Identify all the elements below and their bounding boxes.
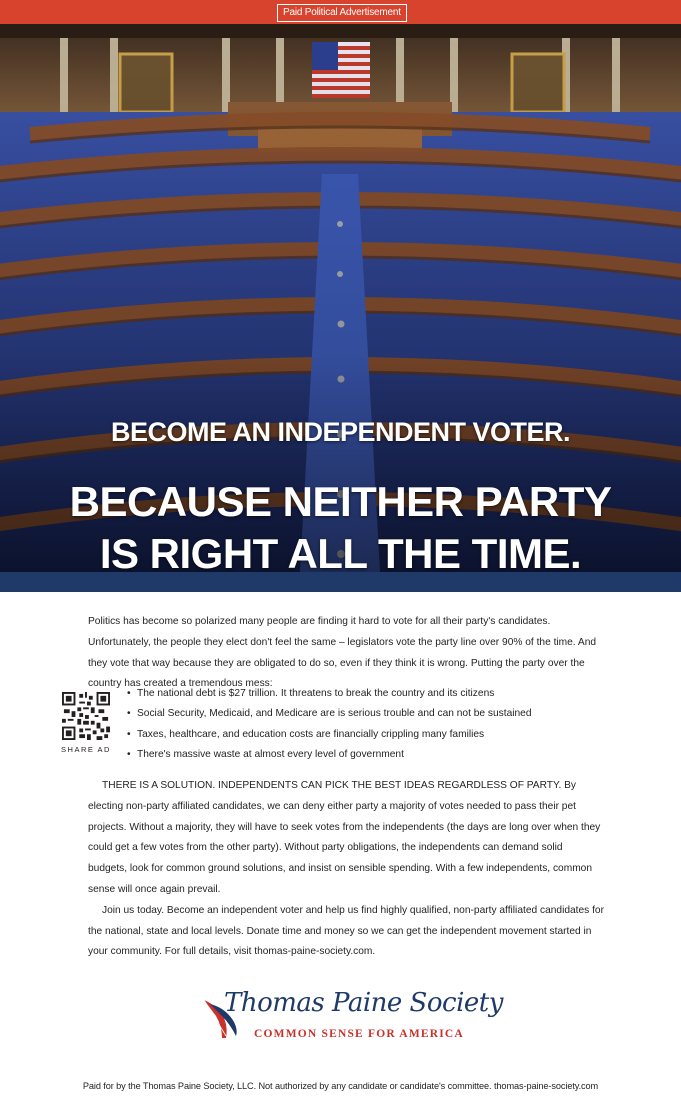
headline-neither-party-line1: BECAUSE NEITHER PARTY	[69, 478, 612, 525]
logo-society-name: Thomas Paine Society	[224, 988, 503, 1018]
hero-image-house-chamber	[0, 24, 681, 572]
headline-neither-party	[0, 476, 681, 572]
solution-section	[88, 776, 604, 963]
bullet-taxes-healthcare: • Taxes, healthcare, and education costs are financially crippling many families	[127, 725, 607, 745]
bullet-social-security: • Social Security, Medicaid, and Medicare are is serious trouble and can not be sustained	[127, 704, 607, 724]
join-paragraph: Join us today. Become an independent voter and help us find highly qualified, non-party affiliated candidates for the national, state and local levels. Donate time and money so we can get the independent movement started in your community. For full details, visit thomas-paine-society.com.	[88, 904, 604, 958]
bullet-national-debt: • The national debt is $27 trillion. It threatens to break the country and its citizens	[127, 684, 607, 704]
bullet-massive-waste: • There's massive waste at almost every level of government	[127, 745, 607, 765]
problem-bullet-list	[127, 684, 607, 766]
headline-become-independent: BECOME AN INDEPENDENT VOTER.	[110, 417, 571, 447]
navy-divider-band	[0, 572, 681, 592]
paid-political-ad-badge: Paid Political Advertisement	[277, 4, 407, 22]
logo-tagline: COMMON SENSE FOR AMERICA	[254, 1028, 464, 1040]
thomas-paine-society-logo	[200, 988, 503, 1048]
headline-neither-party-line2: IS RIGHT ALL THE TIME.	[99, 530, 582, 572]
qr-code-icon[interactable]	[62, 692, 110, 740]
top-banner	[0, 0, 681, 24]
intro-paragraph: Politics has become so polarized many people are finding it hard to vote for all their party's candidates. Unfortunately, the people they elect don't feel the same – legislators vote the party line over 90% of the time. And they vote that way because they are obligated to do so, even if they think it is wrong. Putting the party over the country has created a tremendous mess:	[88, 616, 597, 690]
share-ad-label: SHARE AD	[61, 745, 111, 754]
solution-paragraph: THERE IS A SOLUTION. INDEPENDENTS CAN PICK THE BEST IDEAS REGARDLESS OF PARTY. By electing non-party affiliated candidates, we can deny either party a majority of votes needed to pass their pet projects. Without a majority, they will have to seek votes from the independents (the days are long over when they could get a few votes from the other party). Without party obligations, the independents can demand solid budgets, look for common ground solutions, and insist on sensible spending. With a few independents, common sense will once again prevail.	[88, 780, 601, 895]
footer-disclaimer: Paid for by the Thomas Paine Society, LLC. Not authorized by any candidate or candidate's committee. thomas-paine-society.com	[82, 1081, 599, 1091]
